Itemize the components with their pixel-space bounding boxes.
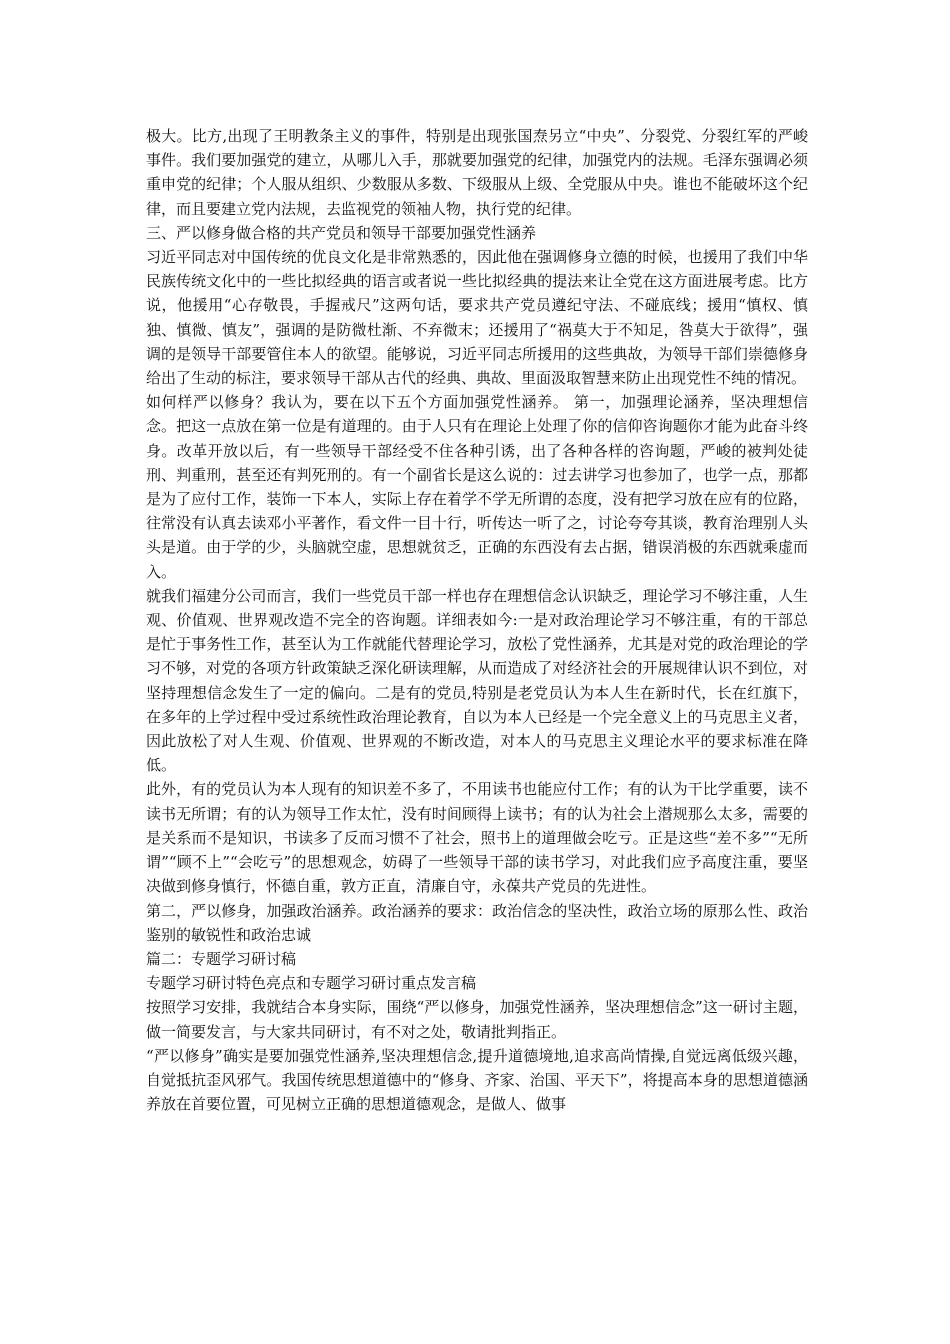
article-two-subtitle: 专题学习研讨特色亮点和专题学习研讨重点发言稿 [146, 974, 477, 993]
section-heading-three: 三、严以修身做合格的共产党员和领导干部要加强党性涵养 [146, 223, 537, 242]
paragraph-political-cultivation: 第二，严以修身，加强政治涵养。政治涵养的要求：政治信念的坚决性，政治立场的原那么性、政治鉴别的敏锐性和政治忠诚 [146, 901, 808, 944]
paragraph-reading-attitudes: 此外，有的党员认为本人现有的知识差不多了，不用读书也能应付工作；有的认为干比学重要，读不读书无所谓；有的认为领导工作太忙，没有时间顾得上读书；有的认为社会上潜规那么太多，需要的是关系而不是知识，书读多了反而习惯不了社会，照书上的道理做会吃亏。正是这些“差不多”“无所谓”“顾不上”“会吃亏”的思想观念，妨碍了一些领导干部的读书学习，对此我们应予高度注重，要坚决做到修身慎行，怀德自重，敦方正直，清廉自守，永葆共产党员的先进性。 [146, 780, 808, 896]
paragraph-fujian-branch: 就我们福建分公司而言，我们一些党员干部一样也存在理想信念认识缺乏，理论学习不够注重，人生观、价值观、世界观改造不完全的咨询题。详细表如今:一是对政治理论学习不够注重，有的干部总是忙于事务性工作，甚至认为工作就能代替理论学习，放松了党性涵养，尤其是对党的政治理论的学习不够，对党的各项方针政策缺乏深化研读理解，从而造成了对经济社会的开展规律认识不到位，对坚持理想信念发生了一定的偏向。二是有的党员,特别是老党员认为本人生在新时代，长在红旗下，在多年的上学过程中受过系统性政治理论教育，自以为本人已经是一个完全意义上的马克思主义者，因此放松了对人生观、价值观、世界观的不断改造，对本人的马克思主义理论水平的要求标准在降低。 [146, 586, 808, 775]
paragraph-strict-self-cultivation: “严以修身”确实是要加强党性涵养,坚决理想信念,提升道德境地,追求高尚情操,自觉远离低级兴趣，自觉抵抗歪风邪气。我国传统思想道德中的“修身、齐家、治国、平天下”，将提高本身的思想道德涵养放在首要位置，可见树立正确的思想道德观念，是做人、做事 [146, 1046, 808, 1114]
document-page [146, 124, 808, 1116]
paragraph-how-to-cultivate: 如何样严以修身？我认为，要在以下五个方面加强党性涵养。 第一，加强理论涵养，坚决理想信念。把这一点放在第一位是有道理的。由于人只有在理论上处理了你的信仰咨询题你才能为此奋斗终身。改革开放以后，有一些领导干部经受不住各种引诱，出了各种各样的咨询题，严峻的被判处徒刑、判重刑，甚至还有判死刑的。有一个副省长是这么说的：过去讲学习也参加了，也学一点，那都是为了应付工作，装饰一下本人，实际上存在着学不学无所谓的态度，没有把学习放在应有的位路，往常没有认真去读邓小平著作，看文件一目十行，听传达一听了之，讨论夸夸其谈，教育治理别人头头是道。由于学的少，头脑就空虚，思想就贫乏，正确的东西没有去占据，错误消极的东西就乘虚而入。 [146, 393, 808, 581]
paragraph-party-discipline: 极大。比方,出现了王明教条主义的事件，特别是出现张国焘另立“中央”、分裂党、分裂红军的严峻事件。我们要加强党的建立，从哪儿入手，那就要加强党的纪律，加强党内的法规。毛泽东强调必须重申党的纪律；个人服从组织、少数服从多数、下级服从上级、全党服从中央。谁也不能破坏这个纪律，而且要建立党内法规，去监视党的领袖人物，执行党的纪律。 [146, 127, 808, 218]
paragraph-study-arrangement: 按照学习安排，我就结合本身实际，围绕“严以修身，加强党性涵养，坚决理想信念”这一研讨主题，做一简要发言，与大家共同研讨，有不对之处，敬请批判指正。 [146, 998, 808, 1041]
paragraph-classic-quotes: 习近平同志对中国传统的优良文化是非常熟悉的，因此他在强调修身立德的时候，也援用了我们中华民族传统文化中的一些比拟经典的语言或者说一些比拟经典的提法来让全党在这方面进展考虑。比方说，他援用“心存敬畏，手握戒尺”这两句话，要求共产党员遵纪守法、不碰底线；援用“慎权、慎独、慎微、慎友”，强调的是防微杜渐、不弃微末；还援用了“祸莫大于不知足，咎莫大于欲得”，强调的是领导干部要管住本人的欲望。能够说，习近平同志所援用的这些典故，为领导干部们崇德修身给出了生动的标注，要求领导干部从古代的经典、典故、里面汲取智慧来防止出现党性不纯的情况。 [146, 248, 808, 388]
article-two-title: 篇二：专题学习研讨稿 [146, 949, 297, 968]
